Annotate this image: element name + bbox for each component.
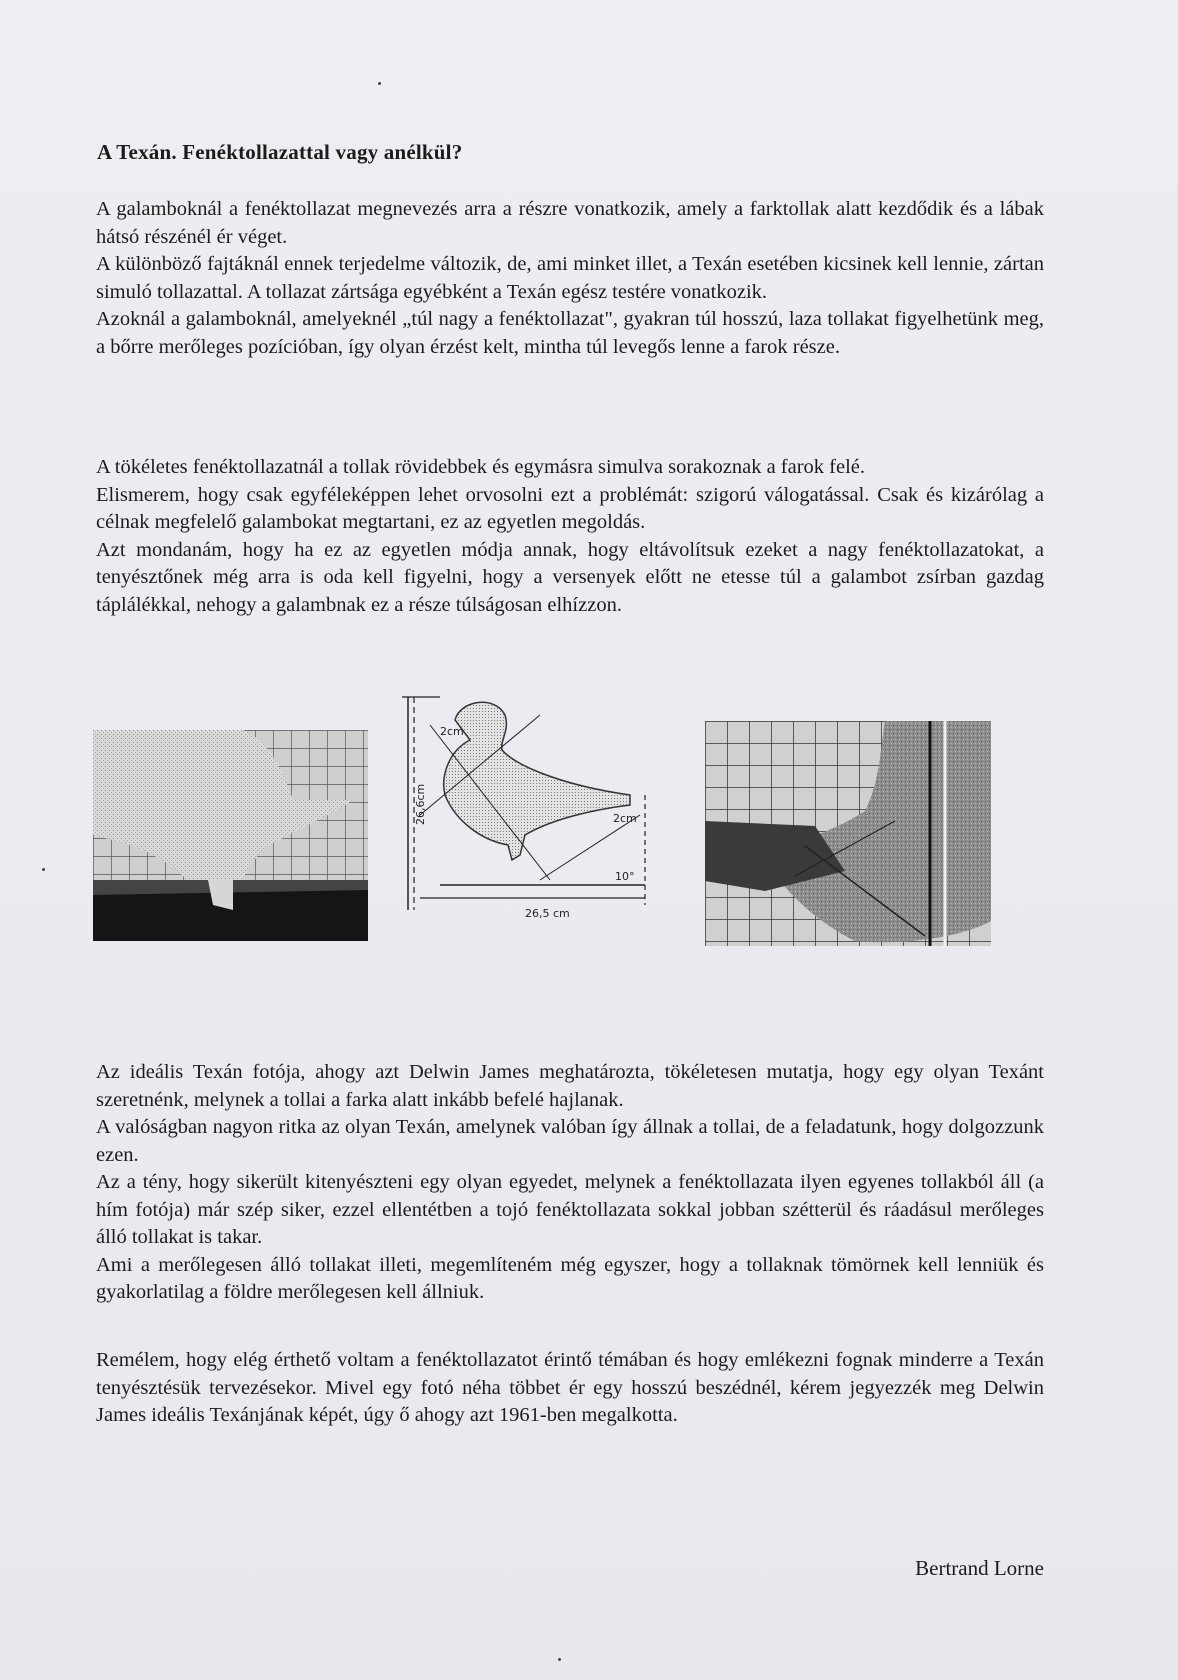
- scan-speck: [378, 82, 381, 85]
- pigeon-photo-right: [705, 721, 991, 946]
- paragraph: Azoknál a galamboknál, amelyeknél „túl nagy a fenéktollazat", gyakran túl hosszú, laza tollakat figyelhetünk meg, a bőrre merőleges pozícióban, így olyan érzést kelt, mintha túl levegős lenne a farok része.: [96, 308, 1044, 358]
- paragraph: Remélem, hogy elég érthető voltam a fenéktollazatot érintő témában és hogy emlékezni fognak minderre a Texán tenyésztésük tervezésekor. Mivel egy fotó néha többet ér egy hosszú beszédnél, kérem jegyezzék meg Delwin James ideális Texánjának képét, úgy ő ahogy azt 1961-ben megalkotta.: [96, 1349, 1044, 1426]
- scan-speck: [558, 1658, 561, 1661]
- author-signature: Bertrand Lorne: [915, 1556, 1044, 1580]
- diagram-label-tail: 2cm: [613, 812, 637, 825]
- paragraph: Azt mondanám, hogy ha ez az egyetlen módja annak, hogy eltávolítsuk ezeket a nagy fenéktollazatokat, a tenyésztőnek még arra is oda kell figyelni, hogy a versenyek előtt ne etesse túl a galambot zsírban gazdag táplálékkal, nehogy a galambnak ez a része túlságosan elhízzon.: [96, 538, 1044, 616]
- paragraph: Az a tény, hogy sikerült kitenyészteni egy olyan egyedet, melynek a fenéktollazata ilyen egyenes tollakból áll (a hím fotója) már szép siker, ezzel ellentétben a tojó fenéktollazata sokkal jobban szétterül és ráadásul merőleges álló tollakat is takar.: [96, 1171, 1044, 1248]
- document-title: A Texán. Fenéktollazattal vagy anélkül?: [97, 140, 463, 164]
- diagram-label-length: 26,5 cm: [525, 907, 570, 920]
- paragraph: Ami a merőlegesen álló tollakat illeti, megemlíteném még egyszer, hogy a tollaknak tömörnek kell lenniük és gyakorlatilag a földre merőlegesen kell állniuk.: [96, 1253, 1044, 1303]
- paragraph: Az ideális Texán fotója, ahogy azt Delwin James meghatározta, tökéletesen mutatja, hogy egy olyan Texánt szeretnénk, melynek a tollai a farka alatt inkább befelé hajlanak.: [96, 1061, 1044, 1111]
- scan-speck: [42, 868, 45, 871]
- pigeon-photo-left: [93, 730, 368, 941]
- text-section-intro: [96, 196, 1044, 361]
- paragraph: A tökéletes fenéktollazatnál a tollak rövidebbek és egymásra simulva sorakoznak a farok felé.: [96, 456, 866, 478]
- text-section-ideal: [96, 1059, 1044, 1307]
- diagram-label-height: 26,6cm: [414, 783, 427, 825]
- ideal-texan-diagram: [400, 695, 670, 925]
- paragraph: A galamboknál a fenéktollazat megnevezés arra a részre vonatkozik, amely a farktollak alatt kezdődik és a lábak hátsó részénél ér véget.: [96, 198, 1044, 248]
- text-section-remedy: [96, 454, 1044, 619]
- paragraph: A különböző fajtáknál ennek terjedelme változik, de, ami minket illet, a Texán esetében kicsinek kell lennie, zártan simuló tollazattal. A tollazat zártsága egyébként a Texán egész testére vonatkozik.: [96, 253, 1044, 303]
- diagram-label-head: 2cm: [440, 725, 464, 738]
- paragraph: Elismerem, hogy csak egyféleképpen lehet orvosolni ezt a problémát: szigorú válogatással. Csak és kizárólag a célnak megfelelő galambokat megtartani, ez az egyetlen megoldás.: [96, 483, 1044, 533]
- diagram-label-angle: 10°: [615, 870, 635, 883]
- text-section-closing: [96, 1347, 1044, 1430]
- paragraph: A valóságban nagyon ritka az olyan Texán, amelynek valóban így állnak a tollai, de a feladatunk, hogy dolgozzunk ezen.: [96, 1116, 1044, 1166]
